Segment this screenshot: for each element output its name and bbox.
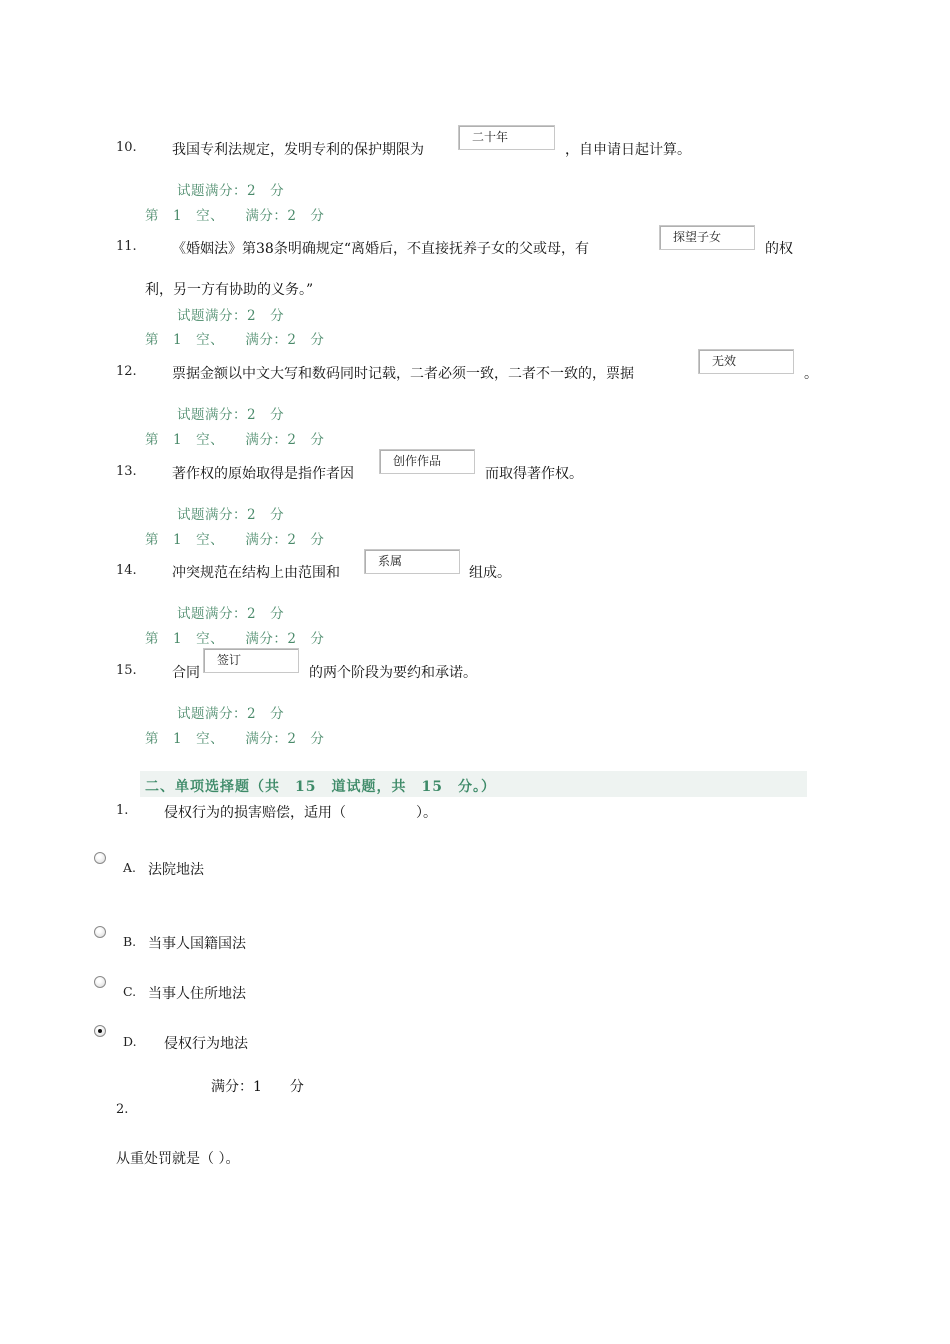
- question-text: 著作权的原始取得是指作者因: [172, 466, 354, 482]
- question-text: 冲突规范在结构上由范围和: [172, 565, 340, 581]
- question-number: 10.: [116, 140, 137, 155]
- question-text-suffix: 。: [804, 366, 818, 382]
- radio-option-d-selected[interactable]: [94, 1025, 106, 1037]
- question-text-suffix: 的权: [765, 241, 793, 257]
- answer-input[interactable]: 无效: [698, 349, 794, 374]
- option-label: C.: [123, 984, 137, 999]
- question-score: 试题满分：2 分: [177, 407, 285, 423]
- blank-score: 第 1 空、 满分：2 分: [145, 208, 325, 224]
- blank-score: 第 1 空、 满分：2 分: [145, 432, 325, 448]
- question-number: 13.: [116, 464, 137, 479]
- question-number: 14.: [116, 563, 137, 578]
- blank-score: 第 1 空、 满分：2 分: [145, 731, 325, 747]
- question-score: 试题满分：2 分: [177, 706, 285, 722]
- question-text: 从重处罚就是（ ）。: [116, 1151, 240, 1167]
- option-text: 侵权行为地法: [164, 1036, 248, 1052]
- question-score: 满分：1 分: [211, 1079, 304, 1095]
- question-text-suffix: 的两个阶段为要约和承诺。: [309, 665, 477, 681]
- question-text: 票据金额以中文大写和数码同时记载，二者必须一致，二者不一致的，票据: [172, 366, 634, 382]
- question-number: 15.: [116, 663, 137, 678]
- question-text-continued: 利，另一方有协助的义务。”: [145, 282, 314, 298]
- option-label: D.: [123, 1034, 137, 1049]
- question-number: 11.: [116, 239, 137, 254]
- question-text-suffix: ，自申请日起计算。: [565, 142, 691, 158]
- radio-option-b[interactable]: [94, 926, 106, 938]
- question-score: 试题满分：2 分: [177, 507, 285, 523]
- answer-input[interactable]: 签订: [203, 648, 299, 673]
- question-score: 试题满分：2 分: [177, 183, 285, 199]
- question-text: 《婚姻法》第38条明确规定“离婚后，不直接抚养子女的父或母，有: [172, 241, 589, 257]
- answer-input[interactable]: 二十年: [458, 125, 555, 150]
- answer-input[interactable]: 创作作品: [379, 449, 475, 474]
- option-text: 法院地法: [148, 862, 204, 878]
- option-label: B.: [123, 934, 137, 949]
- option-text: 当事人国籍国法: [148, 936, 246, 952]
- radio-option-c[interactable]: [94, 976, 106, 988]
- blank-score: 第 1 空、 满分：2 分: [145, 332, 325, 348]
- question-text-suffix: 而取得著作权。: [485, 466, 583, 482]
- section-header: 二、单项选择题（共 15 道试题，共 15 分。）: [140, 771, 807, 797]
- answer-input[interactable]: 探望子女: [659, 225, 755, 250]
- question-text: 合同: [172, 665, 200, 681]
- answer-input[interactable]: 系属: [364, 549, 460, 574]
- question-text-suffix: 组成。: [469, 565, 511, 581]
- option-text: 当事人住所地法: [148, 986, 246, 1002]
- option-label: A.: [123, 860, 137, 875]
- blank-score: 第 1 空、 满分：2 分: [145, 532, 325, 548]
- radio-option-a[interactable]: [94, 852, 106, 864]
- blank-score: 第 1 空、 满分：2 分: [145, 631, 325, 647]
- question-score: 试题满分：2 分: [177, 308, 285, 324]
- question-number: 1.: [116, 803, 129, 818]
- question-score: 试题满分：2 分: [177, 606, 285, 622]
- question-text: 我国专利法规定，发明专利的保护期限为: [172, 142, 424, 158]
- question-number: 12.: [116, 364, 137, 379]
- question-text: 侵权行为的损害赔偿，适用（ ）。: [164, 805, 437, 821]
- question-number: 2.: [116, 1102, 129, 1117]
